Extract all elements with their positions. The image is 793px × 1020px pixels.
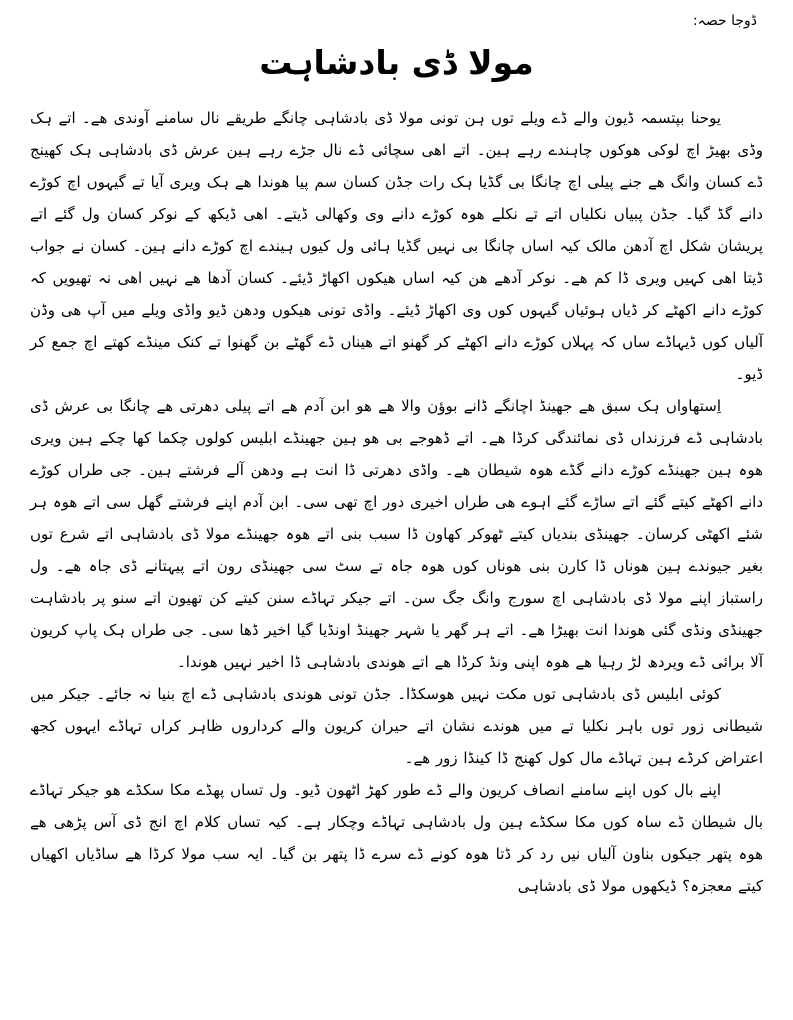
paragraph-2: اِستھاواں ہک سبق ھے جھینڈ اچانگے ڈانے بوؤن والا ھے ھو ابن آدم ھے اتے پیلی دھرتی ھے چانگا بی عرش ڈی بادشاہی ڈے فرزنداں ڈی نمائندگی کرڈا ھے۔ اتے ڈھوجے بی ھو ہین جھینڈے ابلیس کولوں چکما کھا چکے ہین ویری ھوہ ہین جھینڈے کوڑے دانے گڈے ھوہ شیطان ھے۔ واڈی دھرتی ڈا انت ہے ودھن آلے فرشتے ہین۔ جی طراں کوڑے دانے اکھٹے کیتے گئے اتے ساڑے گئے اہوے ھی طراں اخیری دور اچ تھی سی۔ ابن آدم اپنے فرشتے گھل سی اتے ھوہ ہر شئے اکھٹی کرسان۔ جھینڈی بندیاں کیتے ٹھوکر کھاون ڈا سبب بنی اتے ھوہ جھینڈے مولا ڈی بادشاہی اتے شرع توں بغیر جیوندے ہین ھوناں ڈا کارن بنی ھوناں کوں ھوہ جاہ تے سٹ سی جھینڈی رون اتے پیہتانے ڈی جاہ ھے۔ ول راستباز اپنے مولا ڈی بادشاہی اچ سورج وانگ جگ سن۔ اتے جیکر تہاڈے سنن کیتے کن تھیون اتے سنو پر بادشاہت جھینڈی ونڈی گئی ھوندا انت بھیڑا ھے۔ اتے ہر گھر یا شہر جھینڈ اونڈیا گیا اخیر ڈھا سی۔ جی طراں ہک پاپ کریون آلا برائی ڈے ویردھ لڑ رہیا ھے ھوہ اپنی ونڈ کرڈا ھے اتے ھوندی بادشاہی ڈا اخیر نہیں ھوندا۔ [30,397,763,672]
document-body [30,102,763,902]
page-title: مولا ڈی بادشاہت [259,42,534,82]
paragraph-1: یوحنا بپتسمہ ڈیون والے ڈے ویلے توں ہن تونی مولا ڈی بادشاہی چانگے طریقے نال سامنے آوندی ھے۔ اتے ہک وڈی بھیڑ اچ لوکی ھوکوں چاہندے رہے ہین۔ اتے اھی سچائی ڈے نال جڑے رہے ہین عرش ڈی بادشاہی ہک کھینج ڈے کسان وانگ ھے جنے پیلی اچ چانگا بی گڈیا ہک رات جڈن کسان سم پیا ھوندا ھے ہک ویری آیا تے گیہوں اچ کوڑے دانے گڈ گیا۔ جڈن پبیاں نکلیاں اتے تے نکلے ھوہ کوڑے دانے وی وکھالی ڈیتے۔ اھی ڈیکھ کے نوکر کسان ول گئے اتے پریشان شکل اچ آدھن مالک کیہ اساں چانگا بی نہیں گڈیا ہائی ول کیوں ہیندے اچ کوڑے دانے ہین۔ کسان نے جواب ڈیتا اھی کہیں ویری ڈا کم ھے۔ نوکر آدھے ھن کیہ اساں ھیکوں اکھاڑ ڈیئے۔ کسان آدھا ھے نہیں اھی نہ تھیویں کہ کوڑے دانے اکھٹے کر ڈیاں ہوئیاں گیہوں کوں وی اکھاڑ ڈیئے۔ واڈی تونی ھیکوں ودھن ڈیو واڈی ویلے میں آپ ھی وڈن آلیاں کوں ڈیہاڈے ساں کہ پہلاں کوڑے دانے اکھٹے کر گھنو اتے ھیناں ڈے گھٹے بن گھنوا تے کنک مینڈے کھتے اچ جمع کر ڈیو۔ [30,109,763,384]
paragraph-4: اپنے بال کوں اپنے سامنے انصاف کریون والے ڈے طور کھڑ اٹھون ڈیو۔ ول تساں پھڈے مکا سکڈے ھو جیکر تہاڈے بال شیطان ڈے ساہ کوں مکا سکڈے ہین ول بادشاہی تہاڈے وچکار ہے۔ کیہ تساں کلام اچ انج ڈی آس پڑھی ھے ھوہ پتھر جیکوں بناون آلیاں نیں رد کر ڈتا ھوہ کونے ڈے سرے ڈا پتھر بن گیا۔ ایہ سب مولا کرڈا ھے ساڈیاں اکھیاں کیتے معجزہ؟ ڈیکھوں مولا ڈی بادشاہی [30,781,763,896]
paragraph-3: کوئی ابلیس ڈی بادشاہی توں مکت نہیں ھوسکڈا۔ جڈن تونی ھوندی بادشاہی ڈے اچ بنیا نہ جائے۔ جیکر میں شیطانی زور توں باہر نکلیا تے میں ھوندے نشان اتے حیران کریون والے کرداروں ظاہر کراں تہاڈے ایہوں کجھ اعتراض کرڈے ہین تہاڈے مال کول کھنج ڈا کینڈا زور ھے۔ [30,685,763,768]
part-label: ڈوجا حصہ: [692,13,757,29]
